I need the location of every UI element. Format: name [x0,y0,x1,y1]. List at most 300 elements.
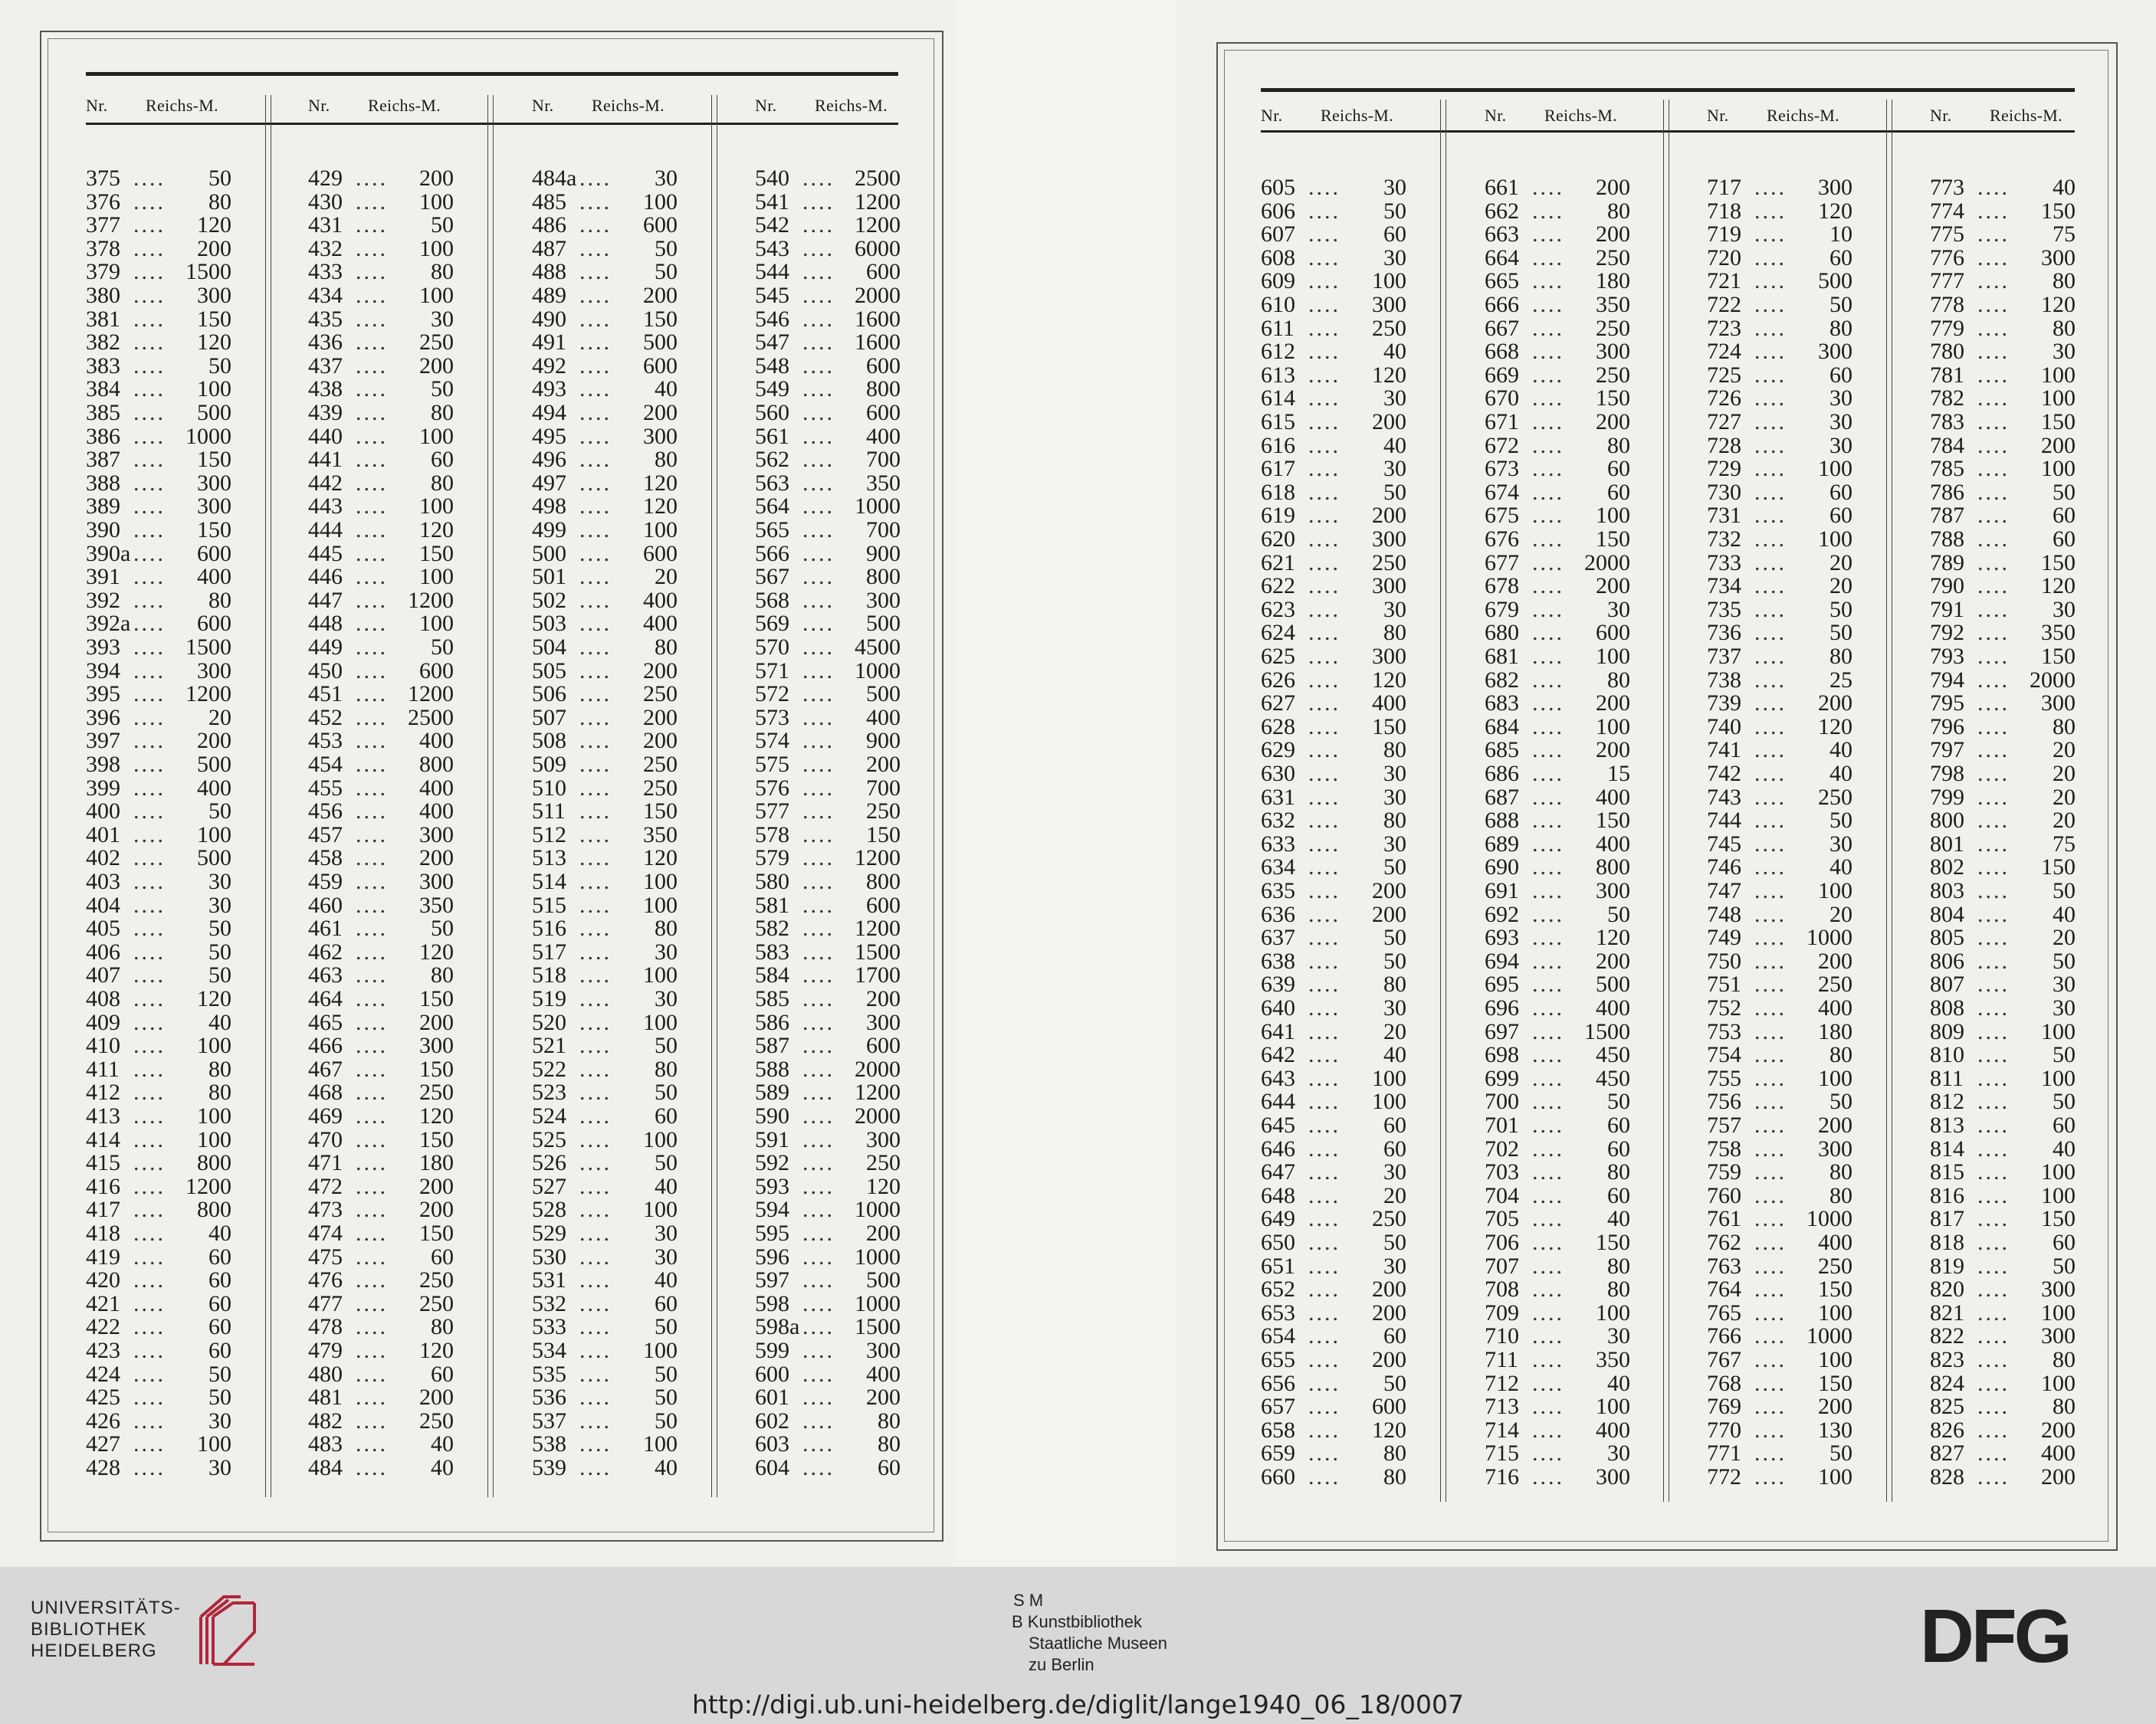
leader-dots: .... [1977,316,2010,340]
leader-dots: .... [356,1386,388,1410]
leader-dots: .... [133,1245,166,1269]
item-number: 721 [1707,268,1741,294]
table-row [532,753,678,776]
price-value: 120 [419,1338,454,1363]
table-row [308,188,454,215]
leader-dots: .... [1308,1020,1341,1044]
leader-dots: .... [1532,1090,1564,1114]
table-row [1930,1182,2076,1208]
price-value: 100 [2041,1018,2076,1044]
item-number: 466 [308,1033,343,1059]
item-number: 775 [1930,221,1964,247]
item-number: 578 [755,821,789,847]
item-number: 748 [1707,901,1741,927]
leader-dots: .... [802,519,835,542]
ub-heidelberg-logo[interactable] [31,1598,181,1662]
table-row [308,894,454,917]
leader-dots: .... [1532,1466,1564,1489]
price-value: 30 [1607,1440,1630,1467]
price-value: 30 [1383,995,1406,1021]
price-value: 60 [655,1290,678,1316]
item-number: 433 [308,259,343,285]
item-number: 570 [755,634,789,660]
price-value: 100 [2041,456,2076,482]
item-number: 584 [755,962,789,988]
price-value: 60 [208,1244,231,1270]
leader-dots: .... [579,1433,612,1457]
leader-dots: .... [356,776,388,800]
leader-dots: .... [356,847,388,870]
item-number: 672 [1485,432,1519,458]
item-number: 652 [1261,1277,1295,1303]
leader-dots: .... [1308,949,1341,973]
table-row [1261,669,1406,692]
table-row [1485,926,1630,949]
table-row [1930,950,2076,973]
item-number: 431 [308,212,343,238]
table-row [532,917,678,940]
item-number: 791 [1930,596,1964,622]
item-number: 780 [1930,339,1964,365]
table-row [1261,1255,1406,1278]
leader-dots: .... [1532,856,1564,880]
leader-dots: .... [1308,1372,1341,1395]
item-number: 751 [1707,972,1741,998]
leader-dots: .... [802,167,835,190]
item-number: 517 [532,939,566,965]
item-number: 685 [1485,737,1519,763]
table-row [1485,1278,1630,1301]
item-number: 395 [86,681,120,707]
price-value: 900 [866,540,901,566]
table-row [1930,223,2076,246]
table-row [1707,1018,1852,1044]
table-row [86,1433,231,1456]
table-row [1485,575,1630,598]
item-number: 516 [532,916,566,942]
table-row [1261,1114,1406,1137]
table-row [308,542,454,565]
price-value: 40 [2053,1136,2076,1162]
table-row [1707,1349,1852,1372]
item-number: 495 [532,423,566,449]
price-value: 800 [866,869,901,894]
leader-dots: .... [356,1175,388,1198]
table-row [1707,176,1852,199]
item-number: 401 [86,821,120,847]
price-value: 120 [197,329,231,356]
price-value: 20 [1383,1182,1406,1208]
table-row [1485,739,1630,762]
leader-dots: .... [133,237,166,261]
item-number: 381 [86,306,120,332]
price-value: 500 [643,329,678,356]
table-row [308,519,454,542]
price-value: 100 [1372,1065,1406,1091]
item-number: 566 [755,540,789,566]
price-value: 30 [1383,456,1406,482]
table-row [308,261,454,284]
item-number: 677 [1485,549,1519,575]
price-value: 300 [197,657,231,683]
item-number: 806 [1930,948,1964,974]
table-row [1707,575,1852,598]
header-reichsmark: Reichs-M. [1321,106,1393,125]
table-row [755,847,901,870]
price-value: 50 [2053,479,2076,505]
leader-dots: .... [579,1362,612,1386]
item-number: 400 [86,798,120,824]
item-number: 704 [1485,1182,1519,1208]
price-value: 50 [2053,878,2076,903]
leader-dots: .... [802,1316,835,1339]
leader-dots: .... [1308,480,1341,504]
item-number: 385 [86,400,120,425]
table-row [1707,669,1852,692]
item-number: 659 [1261,1440,1295,1467]
table-row [86,753,231,776]
table-row [1485,809,1630,832]
leader-dots: .... [1532,1278,1564,1302]
item-number: 828 [1930,1464,1964,1490]
item-number: 746 [1707,854,1741,880]
header-nr: Nr. [532,96,554,115]
table-row [1707,504,1852,527]
leader-dots: .... [356,495,388,519]
item-number: 692 [1485,901,1519,927]
leader-dots: .... [1308,1466,1341,1489]
permalink-url[interactable]: http://digi.ub.uni-heidelberg.de/diglit/lange1940_06_18/0007 [692,1690,1464,1719]
price-value: 20 [2053,925,2076,951]
item-number: 609 [1261,268,1295,294]
item-number: 435 [308,306,343,332]
smb-kunstbibliothek-logo[interactable] [1012,1590,1167,1676]
item-number: 684 [1485,713,1519,739]
item-number: 440 [308,423,343,449]
leader-dots: .... [1754,504,1787,528]
price-value: 100 [643,892,678,918]
smb-logo-line: S M [1013,1591,1044,1610]
leader-dots: .... [802,847,835,870]
item-number: 537 [532,1408,566,1434]
price-value: 80 [2053,315,2076,341]
price-value: 250 [643,775,678,801]
item-number: 697 [1485,1018,1519,1044]
table-row [755,1246,901,1269]
price-value: 50 [1607,901,1630,927]
price-value: 120 [643,845,678,871]
table-row [755,214,901,237]
item-number: 646 [1261,1136,1295,1162]
price-value: 1000 [1807,925,1852,951]
leader-dots: .... [579,519,612,542]
leader-dots: .... [1977,528,2010,551]
item-number: 494 [532,400,566,425]
leader-dots: .... [1754,809,1787,833]
leader-dots: .... [1308,270,1341,293]
table-row [1261,621,1406,644]
table-row [1930,1419,2076,1442]
table-row [1707,880,1852,903]
price-value: 80 [431,1314,454,1340]
leader-dots: .... [802,378,835,402]
item-number: 785 [1930,456,1964,482]
price-value: 120 [197,212,231,238]
leader-dots: .... [1532,832,1564,856]
smb-logo-line: Staatliche Museen [1029,1634,1167,1653]
table-row [1485,387,1630,410]
price-value: 300 [866,587,901,613]
item-number: 564 [755,493,789,519]
price-value: 400 [1372,690,1406,716]
table-row [755,1316,901,1339]
item-number: 683 [1485,690,1519,716]
item-number: 734 [1707,573,1741,599]
leader-dots: .... [133,167,166,190]
leader-dots: .... [356,1409,388,1433]
price-value: 600 [866,352,901,379]
price-value: 150 [2041,854,2076,880]
table-row [308,847,454,870]
item-number: 487 [532,235,566,261]
item-number: 538 [532,1431,566,1457]
table-row [86,1290,231,1316]
leader-dots: .... [356,988,388,1011]
price-value: 1000 [185,423,231,449]
leader-dots: .... [356,1105,388,1128]
table-row [1707,1231,1852,1254]
table-row [1261,713,1406,739]
leader-dots: .... [1308,1114,1341,1137]
leader-dots: .... [802,331,835,355]
table-row [86,1198,231,1221]
table-row [532,729,678,752]
price-value: 120 [2041,292,2076,317]
table-row [1261,457,1406,480]
table-row [1930,809,2076,832]
leader-dots: .... [1977,199,2010,223]
leader-dots: .... [356,519,388,542]
table-row [86,352,231,379]
item-number: 640 [1261,995,1295,1021]
table-row [532,1105,678,1128]
table-row [532,964,678,987]
table-row [755,519,901,542]
item-number: 776 [1930,244,1964,270]
table-row [86,1222,231,1245]
leader-dots: .... [1308,1044,1341,1067]
price-value: 400 [419,775,454,801]
leader-dots: .... [356,331,388,355]
item-number: 810 [1930,1042,1964,1068]
item-number: 545 [755,283,789,308]
item-number: 816 [1930,1182,1964,1208]
leader-dots: .... [1977,715,2010,739]
table-row [1930,1255,2076,1278]
leader-dots: .... [802,706,835,729]
price-value: 25 [1829,667,1852,693]
price-value: 30 [208,1408,231,1434]
header-nr: Nr. [1707,106,1729,125]
item-number: 379 [86,259,120,285]
table-row [1261,1044,1406,1067]
leader-dots: .... [133,307,166,331]
price-value: 120 [419,517,454,542]
table-row [755,378,901,401]
leader-dots: .... [1977,223,2010,247]
item-number: 416 [86,1173,120,1199]
price-value: 200 [643,704,678,730]
leader-dots: .... [1308,1067,1341,1090]
item-number: 472 [308,1173,343,1199]
leader-dots: .... [1977,176,2010,199]
item-number: 380 [86,283,120,308]
price-value: 4500 [855,634,901,660]
price-value: 40 [2053,175,2076,200]
price-value: 50 [1383,198,1406,224]
table-row [86,917,231,940]
leader-dots: .... [579,284,612,307]
item-number: 396 [86,704,120,730]
table-row [1707,786,1852,809]
price-value: 30 [655,1221,678,1246]
item-number: 447 [308,587,343,613]
leader-dots: .... [133,1409,166,1433]
table-row [1485,833,1630,856]
price-value: 150 [1596,1230,1630,1255]
leader-dots: .... [802,402,835,424]
leader-dots: .... [802,729,835,753]
price-value: 50 [431,212,454,238]
item-number: 717 [1707,175,1741,200]
table-row [1261,1090,1406,1113]
price-value: 200 [197,728,231,754]
item-number: 403 [86,869,120,894]
table-row [1261,223,1406,246]
table-row [1707,903,1852,926]
leader-dots: .... [356,1339,388,1362]
table-row [308,402,454,424]
item-number: 430 [308,188,343,215]
leader-dots: .... [1754,997,1787,1020]
table-row [1261,1349,1406,1372]
item-number: 585 [755,986,789,1011]
leader-dots: .... [1532,926,1564,950]
price-value: 50 [208,916,231,942]
leader-dots: .... [802,823,835,847]
item-number: 811 [1930,1065,1964,1091]
column-header [1485,106,1630,126]
item-number: 590 [755,1103,789,1129]
leader-dots: .... [579,1198,612,1222]
item-number: 722 [1707,292,1741,317]
table-row [86,657,231,683]
item-number: 769 [1707,1394,1741,1420]
leader-dots: .... [1308,1301,1341,1325]
leader-dots: .... [1308,340,1341,364]
leader-dots: .... [1977,621,2010,645]
price-value: 75 [2053,221,2076,247]
table-row [532,821,678,847]
table-row [308,235,454,261]
item-number: 705 [1485,1206,1519,1232]
price-value: 150 [197,517,231,542]
item-number: 710 [1485,1323,1519,1349]
price-value: 150 [197,447,231,473]
item-number: 562 [755,447,789,473]
table-row [1707,809,1852,832]
column-divider [711,95,717,1497]
price-value: 300 [1818,339,1852,365]
table-row [755,683,901,706]
price-value: 100 [197,1431,231,1457]
item-number: 638 [1261,948,1295,974]
leader-dots: .... [1977,1067,2010,1090]
table-row [755,941,901,964]
price-value: 200 [1596,948,1630,974]
price-value: 1500 [185,259,231,285]
price-value: 300 [1372,644,1406,669]
item-number: 618 [1261,479,1295,505]
price-value: 300 [1596,878,1630,903]
price-value: 500 [1596,972,1630,998]
item-number: 468 [308,1080,343,1106]
price-value: 120 [1596,925,1630,951]
table-row [1485,621,1630,644]
table-row [532,870,678,893]
table-row [86,1316,231,1339]
item-number: 492 [532,352,566,379]
table-row [1707,739,1852,762]
item-number: 798 [1930,761,1964,786]
table-row [308,472,454,495]
table-row [1930,434,2076,457]
leader-dots: .... [133,1292,166,1316]
price-value: 50 [1383,854,1406,880]
dfg-logo[interactable]: DFG [1920,1594,2069,1678]
item-number: 424 [86,1361,120,1387]
leader-dots: .... [1977,1184,2010,1208]
item-number: 713 [1485,1394,1519,1420]
leader-dots: .... [1532,973,1564,997]
table-row [1707,317,1852,340]
price-value: 50 [208,798,231,824]
table-row [755,1198,901,1221]
price-value: 1000 [855,1244,901,1270]
price-value: 1200 [185,1173,231,1199]
table-row [308,941,454,964]
table-row [86,378,231,401]
leader-dots: .... [356,354,388,378]
price-value: 400 [197,564,231,590]
item-number: 470 [308,1126,343,1152]
table-row [532,1386,678,1409]
price-value: 50 [208,962,231,988]
item-number: 376 [86,188,120,215]
leader-dots: .... [579,1175,612,1198]
leader-dots: .... [356,1362,388,1386]
leader-dots: .... [579,940,612,964]
item-number: 807 [1930,972,1964,998]
item-number: 662 [1485,198,1519,224]
price-value: 150 [197,306,231,332]
table-row [755,1290,901,1316]
price-value: 200 [2041,1417,2076,1443]
table-row [1485,1114,1630,1137]
table-row [1485,1090,1630,1113]
price-value: 800 [866,376,901,402]
table-row [1261,528,1406,551]
